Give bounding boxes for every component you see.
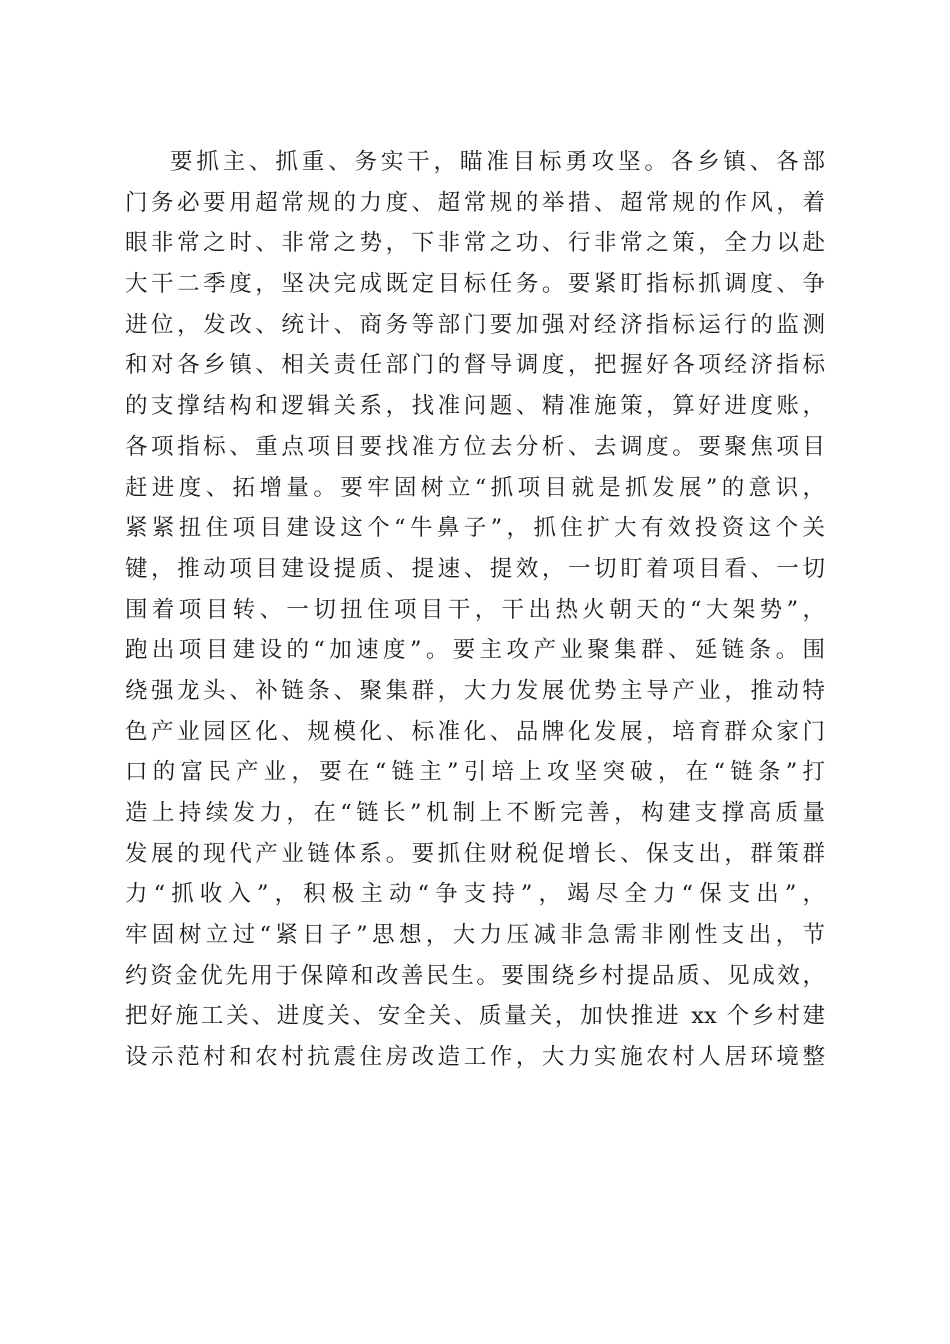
- paragraph-line: 设示范村和农村抗震住房改造工作，大力实施农村人居环境整: [125, 1044, 825, 1071]
- paragraph-line: 造上持续发力，在“链长”机制上不断完善，构建支撑高质量: [125, 800, 825, 826]
- paragraph-line: 把好施工关、进度关、安全关、质量关，加快推进 xx 个乡村建: [125, 1003, 825, 1030]
- paragraph-line: 各项指标、重点项目要找准方位去分析、去调度。要聚焦项目: [125, 433, 825, 460]
- paragraph-line: 跑出项目建设的“加速度”。要主攻产业聚集群、延链条。围: [125, 637, 825, 664]
- paragraph-line: 眼非常之时、非常之势，下非常之功、行非常之策，全力以赴: [125, 230, 825, 257]
- paragraph-line: 的支撑结构和逻辑关系，找准问题、精准施策，算好进度账，: [125, 393, 825, 420]
- paragraph-line: 键，推动项目建设提质、提速、提效，一切盯着项目看、一切: [125, 555, 825, 582]
- paragraph-line: 口的富民产业，要在“链主”引培上攻坚突破，在“链条”打: [125, 759, 825, 786]
- paragraph-line: 大干二季度，坚决完成既定目标任务。要紧盯指标抓调度、争: [125, 271, 825, 298]
- paragraph-line: 牢固树立过“紧日子”思想，大力压减非急需非刚性支出，节: [125, 922, 825, 949]
- paragraph-line: 发展的现代产业链体系。要抓住财税促增长、保支出，群策群: [125, 840, 825, 867]
- paragraph-line: 约资金优先用于保障和改善民生。要围绕乡村提品质、见成效，: [125, 962, 825, 989]
- paragraph-line: 绕强龙头、补链条、聚集群，大力发展优势主导产业，推动特: [125, 677, 825, 704]
- paragraph-line: 力“抓收入”，积极主动“争支持”，竭尽全力“保支出”，: [125, 881, 825, 908]
- paragraph-line: 围着项目转、一切扭住项目干，干出热火朝天的“大架势”，: [125, 596, 825, 623]
- paragraph-line: 门务必要用超常规的力度、超常规的举措、超常规的作风，着: [125, 189, 825, 216]
- body-paragraph: [125, 142, 825, 1078]
- paragraph-line: 紧紧扭住项目建设这个“牛鼻子”，抓住扩大有效投资这个关: [125, 515, 825, 542]
- paragraph-line: 色产业园区化、规模化、标准化、品牌化发展，培育群众家门: [125, 718, 825, 745]
- paragraph-line: 赶进度、拓增量。要牢固树立“抓项目就是抓发展”的意识，: [125, 474, 825, 501]
- paragraph-line: 和对各乡镇、相关责任部门的督导调度，把握好各项经济指标: [125, 352, 825, 379]
- paragraph-line: 要抓主、抓重、务实干，瞄准目标勇攻坚。各乡镇、各部: [170, 149, 825, 175]
- paragraph-line: 进位，发改、统计、商务等部门要加强对经济指标运行的监测: [125, 311, 825, 338]
